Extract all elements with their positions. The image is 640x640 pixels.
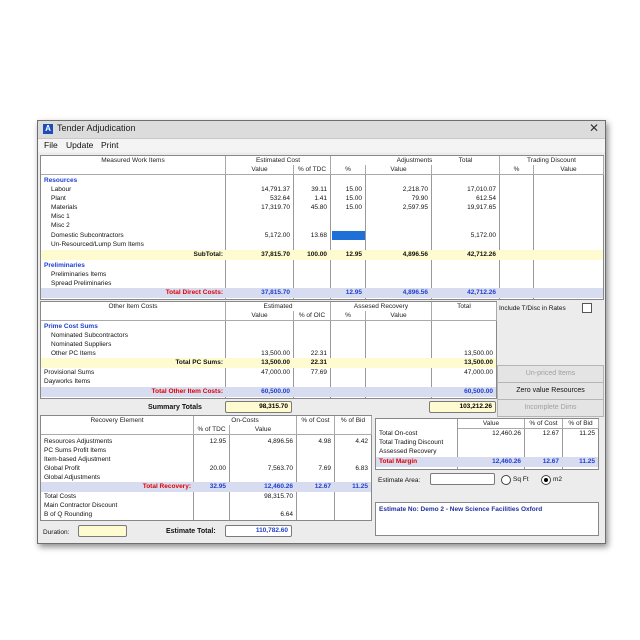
total-recovery-pcost: 12.67 [314, 483, 331, 490]
pc-total-total: 13,500.00 [464, 359, 493, 366]
dayworks-items: Dayworks Items [44, 378, 91, 385]
content-area [38, 153, 605, 543]
header-estimated: Estimated [226, 302, 331, 312]
incomplete-dims-button[interactable]: Incomplete Dims [497, 399, 604, 417]
header-rec-value2: Value [230, 425, 297, 435]
header-assessed-recovery: Assesed Recovery [331, 302, 432, 312]
row-materials-adj-pct[interactable]: 15.00 [345, 204, 362, 211]
total-recovery-pbid: 11.25 [352, 483, 368, 490]
res-adj-value: 4,896.56 [267, 438, 293, 445]
subtotal-value: 37,815.70 [261, 251, 290, 258]
tdc-adj-pct: 12.95 [345, 289, 362, 296]
row-materials-pct: 45.80 [310, 204, 327, 211]
prelim-items: Preliminaries Items [51, 271, 107, 278]
resources-adjustments: Resources Adjustments [44, 438, 113, 445]
global-profit-pbid: 6.83 [355, 465, 368, 472]
subtotal-total: 42,712.26 [467, 251, 496, 258]
measured-header: Measured Work Items [41, 156, 226, 175]
tender-adjudication-window [37, 120, 606, 544]
total-margin-label: Total Margin [379, 458, 418, 465]
pc-sums-profit: PC Sums Profit Items [44, 447, 107, 454]
header-rec-value: Value [366, 311, 432, 321]
estimate-total-label: Estimate Total: [166, 528, 216, 535]
total-recovery-pct: 32.95 [209, 483, 226, 490]
header-total: Total [432, 156, 500, 175]
measured-work-panel [40, 155, 604, 300]
header-pct-bid: % of Bid [335, 416, 372, 435]
prime-cost-heading: Prime Cost Sums [44, 323, 98, 330]
include-td-label: Include T/Disc in Rates [499, 305, 566, 312]
header-oic-value: Value [226, 311, 294, 321]
other-header: Other Item Costs [41, 302, 226, 321]
menu-bar [38, 139, 605, 152]
estimate-info-box [375, 502, 599, 536]
preliminaries-heading: Preliminaries [44, 262, 85, 269]
subtotal-label: SubTotal: [193, 251, 223, 258]
res-adj-pbid: 4.42 [355, 438, 368, 445]
row-materials-total: 19,917.65 [467, 204, 496, 211]
other-items-panel [40, 301, 497, 399]
row-labour-value: 14,791.37 [261, 186, 290, 193]
header-trading-discount: Trading Discount [500, 156, 604, 166]
total-oncost-pcost: 12.67 [542, 430, 559, 437]
header-pct-cost: % of Cost [297, 416, 335, 435]
estimate-total-value: 110,782.60 [225, 525, 292, 537]
total-recovery-value: 12,460.26 [264, 483, 293, 490]
subtotal-adj-pct: 12.95 [345, 251, 362, 258]
row-materials-name: Materials [51, 204, 78, 211]
header-oic-total: Total [432, 302, 497, 321]
provisional-value: 47,000.00 [261, 369, 290, 376]
res-adj-pcost: 4.98 [318, 438, 331, 445]
nominated-suppliers: Nominated Suppliers [51, 341, 112, 348]
row-labour-name: Labour [51, 186, 72, 193]
total-oncost-value: 12,460.26 [492, 430, 521, 437]
total-margin-pbid: 11.25 [579, 458, 595, 465]
row-labour-pct: 39.11 [311, 186, 327, 193]
row-materials-value: 17,319.70 [261, 204, 290, 211]
total-margin-value: 12,460.26 [492, 458, 521, 465]
header-estimated-cost: Estimated Cost [226, 156, 331, 166]
tdc-adj-value: 4,896.56 [402, 289, 428, 296]
row-plant-adj-value: 79.90 [411, 195, 428, 202]
subtotal-pct: 100.00 [307, 251, 327, 258]
header-on-costs: On-Costs [194, 416, 297, 426]
header-rec-pct-tdc: % of TDC [194, 425, 230, 435]
recovery-header: Recovery Element [41, 416, 194, 435]
row-plant-pct: 1.41 [314, 195, 327, 202]
global-profit-pct[interactable]: 20.00 [209, 465, 226, 472]
row-labour-adj-pct[interactable]: 15.00 [345, 186, 362, 193]
row-plant-adj-pct[interactable]: 15.00 [345, 195, 362, 202]
window-title: Tender Adjudication [57, 123, 136, 133]
unpriced-items-button[interactable]: Un-priced Items [497, 365, 604, 383]
sqft-label: Sq Ft [513, 476, 529, 483]
zero-value-resources-button[interactable]: Zero value Resources [497, 382, 604, 400]
row-domestic-total: 5,172.00 [470, 232, 496, 239]
row-unresourced-name: Un-Resourced/Lump Sum Items [51, 241, 144, 248]
tdc-total: 42,712.26 [467, 289, 496, 296]
other-pc-value: 13,500.00 [261, 350, 290, 357]
row-plant-name: Plant [51, 195, 66, 202]
estimate-area-input[interactable] [430, 473, 495, 485]
pc-total-pct: 22.31 [310, 359, 327, 366]
m2-label: m2 [553, 476, 563, 483]
row-misc1-name: Misc 1 [51, 213, 70, 220]
total-oncost: Total On-cost [379, 430, 418, 437]
close-button[interactable]: ✕ [588, 121, 599, 135]
pc-total-value: 13,500.00 [261, 359, 290, 366]
oic-total-label: Total Other Item Costs: [151, 388, 223, 395]
header-rec-pct: % [331, 311, 366, 321]
menu-print[interactable]: Print [101, 140, 119, 150]
total-costs: Total Costs [44, 493, 77, 500]
title-bar [38, 121, 605, 139]
other-pc-items: Other PC Items [51, 350, 96, 357]
app-icon: A [43, 124, 53, 134]
estimate-area-label: Estimate Area: [378, 477, 421, 484]
provisional-sums: Provisional Sums [44, 369, 95, 376]
provisional-pct: 77.69 [310, 369, 327, 376]
total-oncost-pbid: 11.25 [579, 430, 595, 437]
row-misc2-name: Misc 2 [51, 222, 70, 229]
row-plant-total: 612.54 [476, 195, 496, 202]
header-value: Value [226, 165, 294, 175]
boq-rounding-value: 6.64 [280, 511, 293, 518]
spread-prelims: Spread Preliminaries [51, 280, 112, 287]
sqft-radio[interactable] [501, 475, 511, 485]
row-labour-total: 17,010.07 [467, 186, 496, 193]
duration-label: Duration: [43, 529, 70, 536]
tdc-value: 37,815.70 [261, 289, 290, 296]
global-adjustments: Global Adjustments [44, 474, 101, 481]
header-td-pct: % [500, 165, 534, 175]
global-profit-pcost: 7.69 [318, 465, 331, 472]
global-profit-value: 7,563.70 [267, 465, 293, 472]
duration-input[interactable] [78, 525, 127, 537]
boq-rounding: B of Q Rounding [44, 511, 93, 518]
row-domestic-value: 5,172.00 [264, 232, 290, 239]
provisional-total: 47,000.00 [464, 369, 493, 376]
summary-totals-label: Summary Totals [148, 404, 202, 411]
recovery-panel [40, 415, 372, 521]
header-adj-pct: % [331, 165, 366, 175]
global-profit: Global Profit [44, 465, 80, 472]
summary-value: 98,315.70 [225, 401, 292, 413]
m2-radio[interactable] [541, 475, 551, 485]
total-recovery-label: Total Recovery: [142, 483, 191, 490]
subtotal-adj-value: 4,896.56 [402, 251, 428, 258]
main-contractor-discount: Main Contractor Discount [44, 502, 118, 509]
header-adj-value: Value [366, 165, 432, 175]
tdc-label: Total Direct Costs: [165, 289, 223, 296]
selected-cell[interactable] [332, 231, 365, 240]
menu-file[interactable]: File [44, 140, 58, 150]
total-margin-pcost: 12.67 [542, 458, 559, 465]
margin-panel [375, 418, 599, 470]
header-pct-tdc: % of TDC [294, 165, 331, 175]
margin-header-pct-bid: % of Bid [563, 419, 599, 429]
row-materials-adj-value: 2,597.95 [402, 204, 428, 211]
assessed-recovery: Assessed Recovery [379, 448, 437, 455]
total-trading-discount: Total Trading Discount [379, 439, 444, 446]
oic-total-value: 60,500.00 [261, 388, 290, 395]
row-plant-value: 532.64 [270, 195, 290, 202]
item-based-adjustment: Item-based Adjustment [44, 456, 111, 463]
oic-total-total: 60,500.00 [464, 388, 493, 395]
margin-header-value: Value [458, 419, 525, 429]
header-adjustments: Adjustments [331, 156, 499, 166]
resources-heading: Resources [44, 177, 78, 184]
include-td-checkbox[interactable] [582, 303, 592, 313]
row-domestic-name: Domestic Subcontractors [51, 232, 124, 239]
row-domestic-pct: 13.68 [310, 232, 327, 239]
other-pc-pct: 22.31 [310, 350, 327, 357]
header-pct-oic: % of OIC [294, 311, 331, 321]
margin-header-pct-cost: % of Cost [525, 419, 563, 429]
row-labour-adj-value: 2,218.70 [402, 186, 428, 193]
nominated-subcontractors: Nominated Subcontractors [51, 332, 128, 339]
header-td-value: Value [534, 165, 604, 175]
total-costs-value: 98,315.70 [264, 493, 293, 500]
estimate-info-text: Estimate No: Demo 2 - New Science Facilities Oxford [379, 506, 543, 513]
other-pc-total: 13,500.00 [464, 350, 493, 357]
res-adj-pct[interactable]: 12.95 [209, 438, 226, 445]
summary-total: 103,212.26 [429, 401, 496, 413]
menu-update[interactable]: Update [66, 140, 94, 150]
pc-total-label: Total PC Sums: [175, 359, 223, 366]
